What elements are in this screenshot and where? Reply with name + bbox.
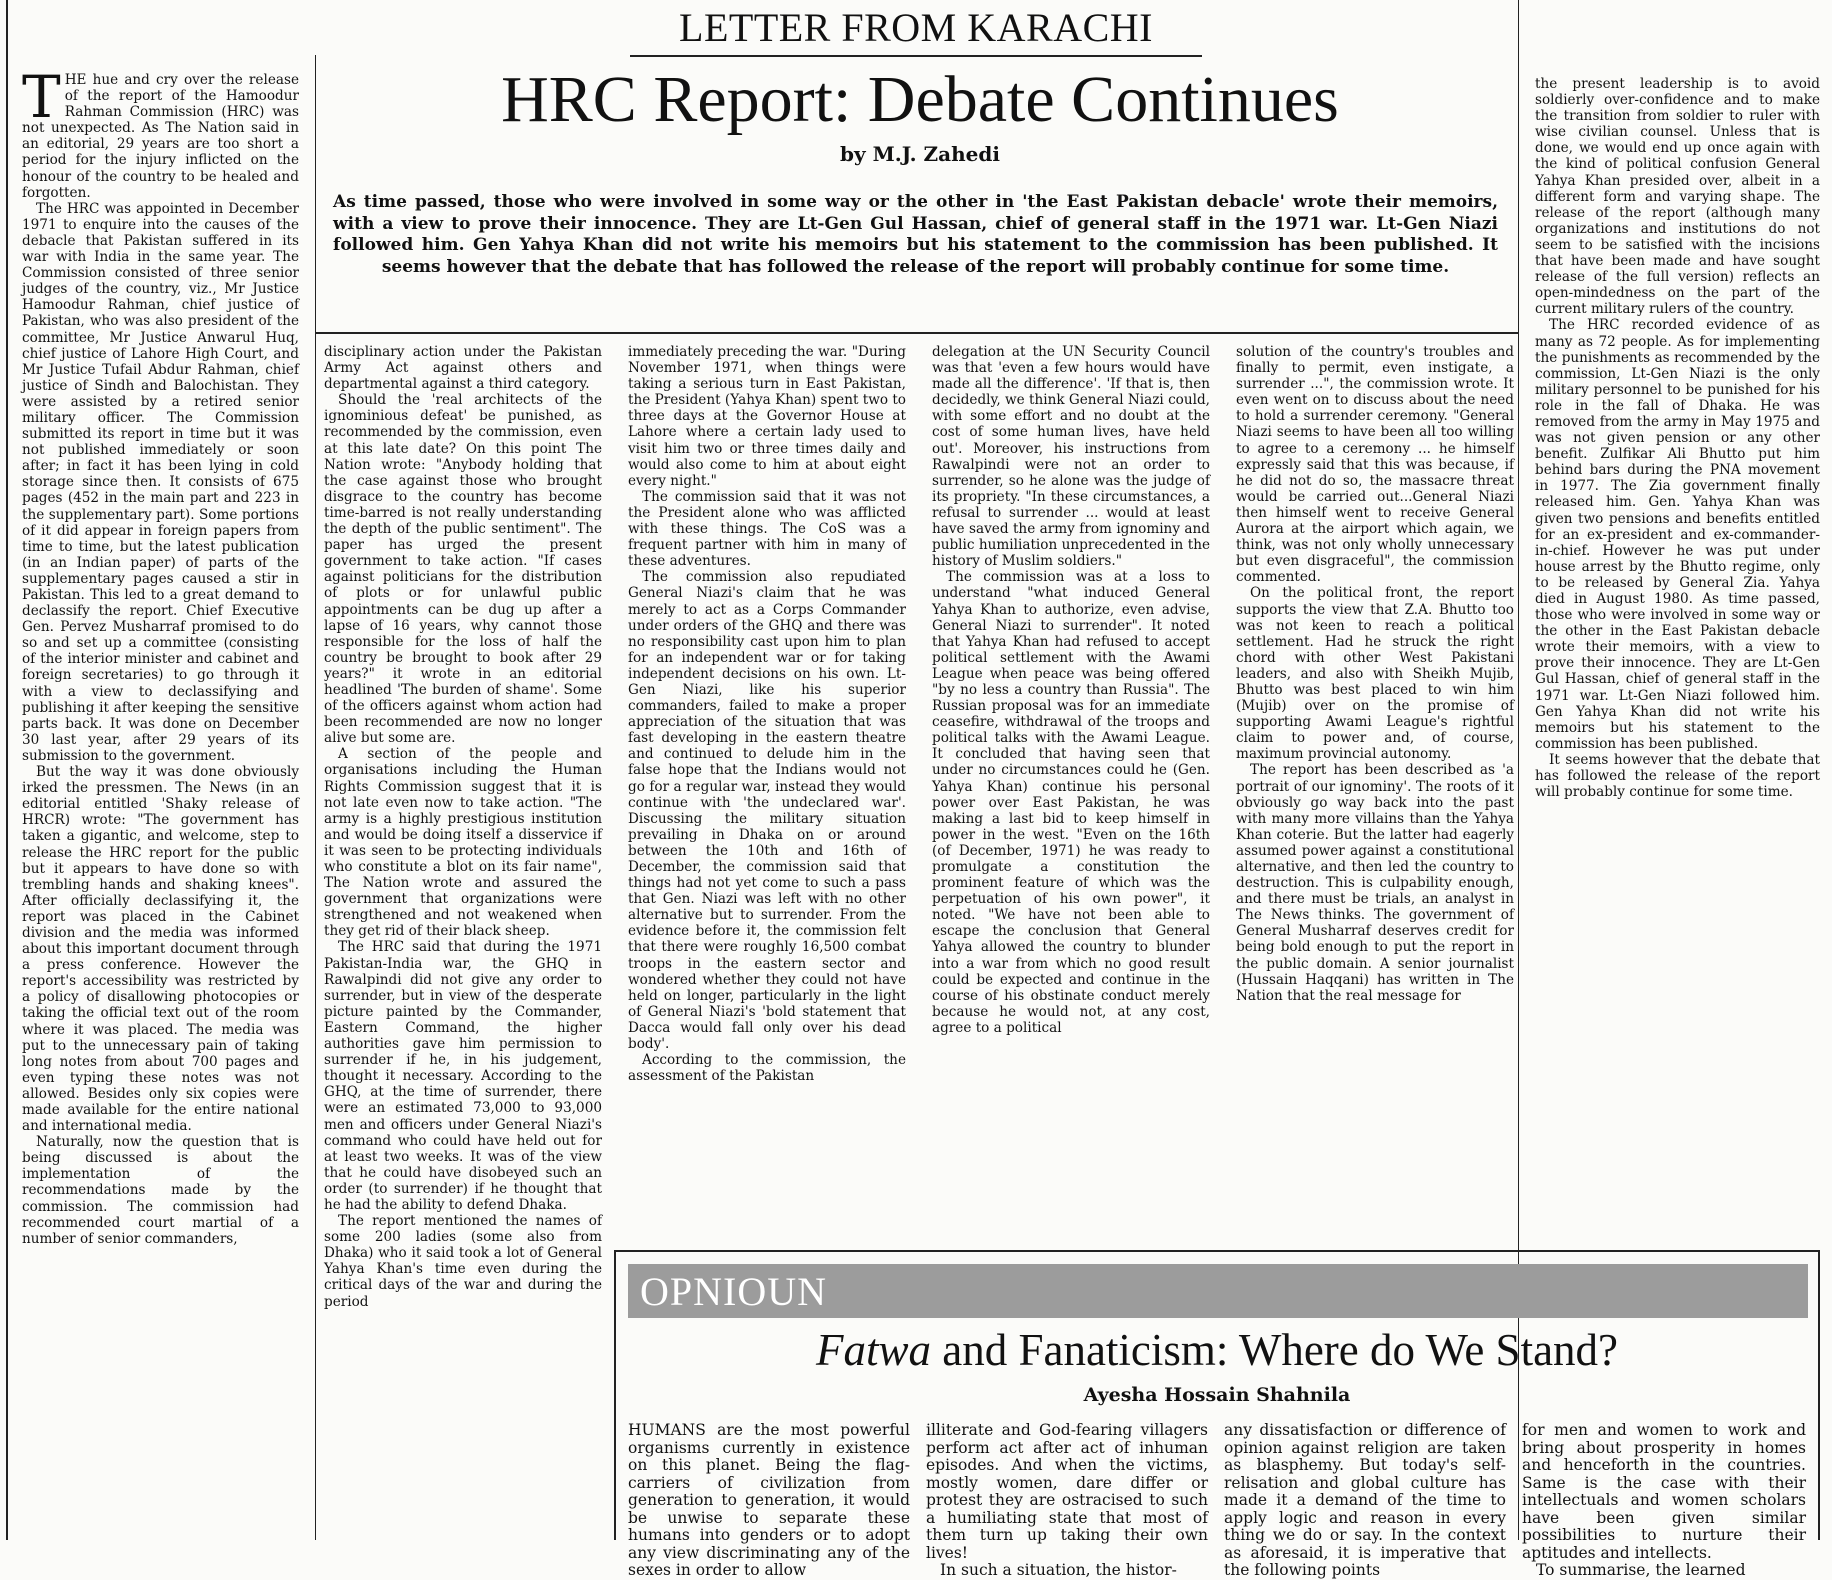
paragraph: The report has been described as 'a portrait of our ignominy'. The roots of it obviously go way back into the past with many more villains than the Yahya Khan coterie. But the latter had eagerly assumed power against a constitutional alternative, and then led the country to destruction. This is culpability enough, and there must be trials, an analyst in The News thinks. The government of General Musharraf deserves credit for being bold enough to put the report in the public domain. A senior journalist (Hussain Haqqani) has written in The Nation that the real message for — [1236, 762, 1514, 1004]
column-rule-1 — [315, 55, 316, 1540]
opinion-headline-italic: Fatwa — [815, 1325, 931, 1375]
paragraph: any dissatisfaction or difference of opinion against religion are taken as blasphemy. But today's self-relisation and global culture has made it a demand of the time to apply logic and reason in every thing we do or say. In the context as aforesaid, it is imperative that the following points — [1224, 1421, 1506, 1579]
article-column-3 — [628, 344, 906, 1244]
paragraph: for men and women to work and bring about prosperity in homes and henceforth in the countries. Same is the case with their intellectuals and women scholars have been given similar possibilities to nurture their aptitudes and intellects. — [1522, 1421, 1806, 1562]
kicker-underline — [630, 55, 1202, 57]
article-standfirst: As time passed, those who were involved in some way or the other in 'the East Pakistan debacle' wrote their memoirs, with a view to prove their innocence. They are Lt-Gen Gul Hassan, chief of general staff in the 1971 war. Lt-Gen Niazi followed him. Gen Yahya Khan did not write his memoirs but his statement to the commission has been published. It seems however that the debate that has followed the release of the report will probably continue for some time. — [333, 192, 1498, 277]
article-column-2 — [324, 344, 602, 1540]
opinion-column-3 — [1224, 1421, 1506, 1579]
opinion-column-4 — [1522, 1421, 1806, 1579]
paragraph: It seems however that the debate that has followed the release of the report will probably continue for some time. — [1535, 751, 1820, 801]
article-headline: HRC Report: Debate Continues — [501, 63, 1339, 136]
paragraph: HUMANS are the most powerful organisms currently in existence on this planet. Being the flag-carriers of civilization from generation to generation, it would be unwise to separate these humans into genders or to adopt any view discriminating any of the sexes in order to allow — [628, 1421, 910, 1579]
paragraph: A section of the people and organisations including the Human Rights Commission suggest that it is not late even now to take action. "The army is a highly prestigious institution and would be doing itself a disservice if it was seen to be protecting individuals who constitute a blot on its fair name", The Nation wrote and assured the government that organizations were strengthened and not weakened when they get rid of their black sheep. — [324, 746, 602, 940]
paragraph: solution of the country's troubles and finally to permit, even instigate, a surrender ...", the commission wrote. It even went on to discuss about the need to hold a surrender ceremony. "General Niazi seems to have been all too willing to agree to a ceremony ... he himself expressly said that this was because, if he did not do so, the massacre threat would be carried out...General Niazi then himself went to receive General Aurora at the airport which again, we think, was not only wholly unnecessary but even disgraceful", the commission commented. — [1236, 344, 1514, 586]
paragraph: Should the 'real architects of the ignominious defeat' be punished, as recommended by the commission, even at this late date? On this point The Nation wrote: "Anybody holding that the case against those who brought disgrace to the country has become time-barred is not really understanding the depth of the public sentiment". The paper has urged the present government to take action. "If cases against politicians for the distribution of plots or for unlawful public appointments can be dug up after a lapse of 16 years, why cannot those responsible for the loss of half the country be brought to book after 29 years?" it wrote in an editorial headlined 'The burden of shame'. Some of the officers against whom action had been recommended are now no longer alive but some are. — [324, 392, 602, 747]
opinion-banner — [628, 1264, 1808, 1318]
opinion-byline: Ayesha Hossain Shahnila — [1083, 1384, 1351, 1406]
kicker-title: LETTER FROM KARACHI — [679, 5, 1153, 50]
paragraph: The HRC was appointed in December 1971 to enquire into the causes of the debacle that Pakistan suffered in its war with India in the same year. The Commission consisted of three senior judges of the country, viz., Mr Justice Hamoodur Rahman, chief justice of Pakistan, who was also president of the committee, Mr Justice Anwarul Huq, chief justice of Lahore High Court, and Mr Justice Tufail Abdur Rahman, chief justice of Sindh and Balochistan. They were assisted by a retired senior military officer. The Commission submitted its report in time but it was not published immediately or soon after; in fact it has been lying in cold storage since then. It consists of 675 pages (452 in the main part and 223 in the supplementary part). Some portions of it did appear in foreign papers from time to time, but the latest publication (in an Indian paper) of parts of the supplementary pages caused a stir in Pakistan. This led to a great demand to declassify the report. Chief Executive Gen. Pervez Musharraf promised to do so and set up a committee (consisting of the interior minister and cabinet and foreign secretaries) to go through it with a view to declassifying and publishing it after keeping the sensitive parts back. It was done on December 30 last year, after 29 years of its submission to the government. — [22, 200, 299, 764]
paragraph: The HRC recorded evidence of as many as 72 people. As for implementing the punishments as recommended by the commission, Lt-Gen Niazi is the only military personnel to be punished for his role in the fall of Dhaka. He was removed from the army in May 1975 and was not given pension or any other benefit. Zulfikar Ali Bhutto put him behind bars during the PNA movement in 1977. The Zia government finally released him. Gen. Yahya Khan was given two pensions and benefits entitled for an ex-president and ex-commander-in-chief. However he was put under house arrest by the Bhutto regime, only to be released by General Zia. Yahya died in August 1980. As time passed, those who were involved in some way or the other in the East Pakistan debacle wrote their memoirs, with a view to prove their innocence. They are Lt-Gen Gul Hassan, chief of general staff in the 1971 war. Lt-Gen Niazi followed him. Gen Yahya Khan did not write his memoirs but his statement to the commission has been published. — [1535, 317, 1820, 752]
opinion-column-1 — [628, 1421, 910, 1579]
paragraph: illiterate and God-fearing villagers perform act after act of inhuman episodes. And when the victims, mostly women, dare differ or protest they are ostracised to such a humiliating state that most of them turn up taking their own lives! — [926, 1421, 1208, 1562]
article-column-5 — [1236, 344, 1514, 1244]
standfirst-rule — [315, 332, 1518, 334]
opinion-headline — [616, 1324, 1818, 1376]
paragraph: The commission also repudiated General Niazi's claim that he was merely to act as a Corps Commander under orders of the GHQ and there was no responsibility cast upon him to plan for an independent war or for taking independent decisions on his own. Lt-Gen Niazi, like his superior commanders, failed to make a proper appreciation of the situation that was fast developing in the eastern theatre and continued to delude him in the false hope that the Indians would not go for a regular war, instead they would continue with 'the undeclared war'. Discussing the military situation prevailing in Dhaka on or around between the 10th and 16th of December, the commission said that things had not yet come to such a pass that Gen. Niazi was left with no other alternative but to surrender. From the evidence before it, the commission felt that there were roughly 16,500 combat troops in the eastern sector and wondered whether they could not have held on longer, particularly in the light of General Niazi's 'bold statement that Dacca would fall only over his dead body'. — [628, 569, 906, 1053]
opinion-label: OPNIOUN — [640, 1269, 827, 1314]
paragraph: The commission said that it was not the President alone who was afflicted with these things. The CoS was a frequent partner with him in many of these adventures. — [628, 488, 906, 570]
article-column-4 — [932, 344, 1210, 1244]
opinion-box — [614, 1250, 1820, 1579]
paragraph: But the way it was done obviously irked the pressmen. The News (in an editorial entitled 'Shaky release of HRCR) wrote: "The government has taken a gigantic, and welcome, step to release the HRC report for the public but it appears to have done so with trembling hands and shaking knees". After officially declassifying it, the report was placed in the Cabinet division and the media was informed about this important document through a press conference. However the report's accessibility was restricted by a policy of disallowing photocopies or taking the official text out of the room where it was placed. The media was put to the unnecessary pain of taking long notes from about 700 pages and even typing these notes was not allowed. Besides only six copies were made available for the entire national and international media. — [22, 764, 299, 1135]
paragraph: According to the commission, the assessment of the Pakistan — [628, 1052, 906, 1085]
paragraph: The commission was at a loss to understand "what induced General Yahya Khan to authorize, even advise, General Niazi to surrender". It noted that Yahya Khan had refused to accept political settlement with the Awami League when peace was being offered "by no less a country than Russia". The Russian proposal was for an immediate ceasefire, withdrawal of the troops and political talks with the Awami League. It concluded that having seen that under no circumstances could he (Gen. Yahya Khan) continue his personal power over East Pakistan, he was making a last bid to keep himself in power in the west. "Even on the 16th (of December, 1971) he was ready to promulgate a constitution the prominent feature of which was the perpetuation of his own power", it noted. "We have not been able to escape the conclusion that General Yahya allowed the country to blunder into a war from which no good result could be expected and continue in the course of his obstinate conduct merely because he would not, at any cost, agree to a political — [932, 569, 1210, 1036]
paragraph: On the political front, the report supports the view that Z.A. Bhutto too was not keen to reach a political settlement. Had he struck the right chord with other West Pakistani leaders, and also with Sheikh Mujib, Bhutto was best placed to win him (Mujib) over on the promise of supporting Awami League's rightful claim to power and, of course, maximum provincial autonomy. — [1236, 585, 1514, 763]
paragraph: delegation at the UN Security Council was that 'even a few hours would have made all the difference'. 'If that is, then decidedly, we think General Niazi could, with some effort and no doubt at the cost of some human lives, have held out'. Moreover, his instructions from Rawalpindi were not an order to surrender, so he alone was the judge of its propriety. "In these circumstances, a refusal to surrender ... would at least have saved the army from ignominy and public humiliation unprecedented in the history of Muslim soldiers." — [932, 344, 1210, 570]
paragraph: The report mentioned the names of some 200 ladies (some also from Dhaka) who it said took a lot of General Yahya Khan's time even during the critical days of the war and during the period — [324, 1213, 602, 1310]
paragraph: The HRC said that during the 1971 Pakistan-India war, the GHQ in Rawalpindi did not give any order to surrender, but in view of the desperate picture painted by the Commander, Eastern Command, the higher authorities gave him permission to surrender if he, in his judgement, thought it necessary. According to the GHQ, at the time of surrender, there were an estimated 73,000 to 93,000 men and officers under General Niazi's command who could have held out for at least two weeks. It was of the view that he could have disobeyed such an order (to surrender) if he thought that he had the ability to defend Dhaka. — [324, 939, 602, 1213]
drop-cap: T — [22, 63, 61, 131]
article-column-6 — [1535, 76, 1820, 1096]
paragraph: To summarise, the learned — [1536, 1561, 1746, 1579]
opinion-column-2 — [926, 1421, 1208, 1579]
left-border-rule — [6, 0, 8, 1540]
paragraph: immediately preceding the war. "During November 1971, when things were taking a serious turn in East Pakistan, the President (Yahya Khan) spent two to three days at the Governor House at Lahore where a certain lady used to visit him two or three times daily and would also come to him at about eight every night." — [628, 344, 906, 489]
paragraph: Naturally, now the question that is being discussed is about the implementation of the recommendations made by the commission. The commission had recommended court martial of a number of senior commanders, — [22, 1134, 299, 1247]
paragraph: In such a situation, the histor- — [940, 1561, 1177, 1579]
paragraph: HE hue and cry over the release of the report of the Hamoodur Rahman Commission (HRC) was not unexpected. As The Nation said in an editorial, 29 years are too short a period for the injury inflicted on the honour of the country to be healed and forgotten. — [22, 72, 299, 201]
paragraph: disciplinary action under the Pakistan Army Act against others and departmental against a third category. — [324, 344, 602, 393]
opinion-headline-rest: and Fanaticism: Where do We Stand? — [930, 1325, 1619, 1375]
article-byline: by M.J. Zahedi — [840, 142, 1000, 166]
article-column-1 — [22, 63, 299, 1540]
paragraph: the present leadership is to avoid soldierly over-confidence and to make the transition from soldier to ruler with wise civilian counsel. Unless that is done, we would end up once again with the kind of political confusion General Yahya Khan presided over, albeit in a different form and varying shape. The release of the report (although many organizations and institutions do not seem to be satisfied with the incisions that have been made and have sought release of the full version) reflects an open-mindedness on the part of the current military rulers of the country. — [1535, 76, 1820, 318]
